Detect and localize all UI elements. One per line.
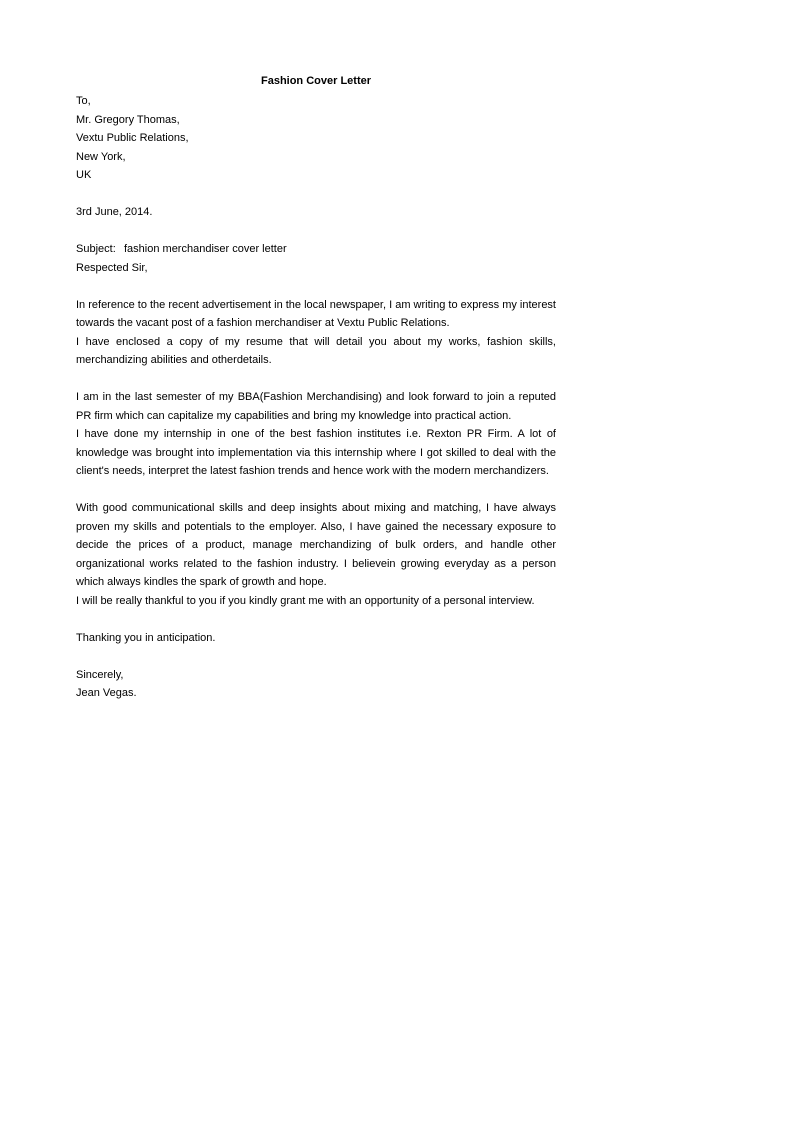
- paragraph-advertisement: In reference to the recent advertisement in the local newspaper, I am writing to express my interest towards the vacant post of a fashion merchandiser at Vextu Public Relations.: [76, 298, 556, 329]
- paragraph-education: I am in the last semester of my BBA(Fashion Merchandising) and look forward to join a reputed PR firm which can capitalize my capabilities and bring my knowledge into practical action.: [76, 391, 556, 422]
- closing: Sincerely,: [76, 668, 124, 681]
- recipient-city: New York,: [76, 150, 126, 163]
- subject-label: Subject:: [76, 243, 116, 255]
- subject-line: [76, 240, 556, 259]
- spacer: [76, 222, 556, 241]
- letter-date: 3rd June, 2014.: [76, 206, 153, 218]
- paragraph-internship: I have done my internship in one of the best fashion institutes i.e. Rexton PR Firm. A lot of knowledge was brought into implementation via this internship where I got skilled to deal with the client's needs, interpret the latest fashion trends and hence work with the modern merchandizers.: [76, 428, 556, 477]
- spacer: [76, 185, 556, 204]
- recipient-country: UK: [76, 169, 92, 181]
- recipient-to: To,: [76, 95, 91, 107]
- spacer: [76, 370, 556, 389]
- spacer: [76, 481, 556, 500]
- signature: Jean Vegas.: [76, 687, 137, 699]
- letter-body: [76, 92, 556, 703]
- paragraph-thanks: Thanking you in anticipation.: [76, 631, 216, 644]
- spacer: [76, 277, 556, 296]
- subject-text: fashion merchandiser cover letter: [124, 243, 287, 255]
- recipient-name: Mr. Gregory Thomas,: [76, 113, 180, 126]
- document-title: Fashion Cover Letter: [260, 75, 372, 87]
- spacer: [76, 610, 556, 629]
- paragraph-interview: I will be really thankful to you if you kindly grant me with an opportunity of a personal interview.: [76, 594, 535, 607]
- recipient-company: Vextu Public Relations,: [76, 132, 189, 144]
- spacer: [76, 647, 556, 666]
- salutation: Respected Sir,: [76, 261, 148, 274]
- paragraph-resume: I have enclosed a copy of my resume that will detail you about my works, fashion skills, merchandizing abilities and otherdetails.: [76, 335, 556, 366]
- paragraph-skills: With good communicational skills and deep insights about mixing and matching, I have always proven my skills and potentials to the employer. Also, I have gained the necessary exposure to decide the prices of a product, manage merchandizing of bulk orders, and handle other organizational works related to the fashion industry. I believein growing everyday as a person which always kindles the spark of growth and hope.: [76, 502, 556, 588]
